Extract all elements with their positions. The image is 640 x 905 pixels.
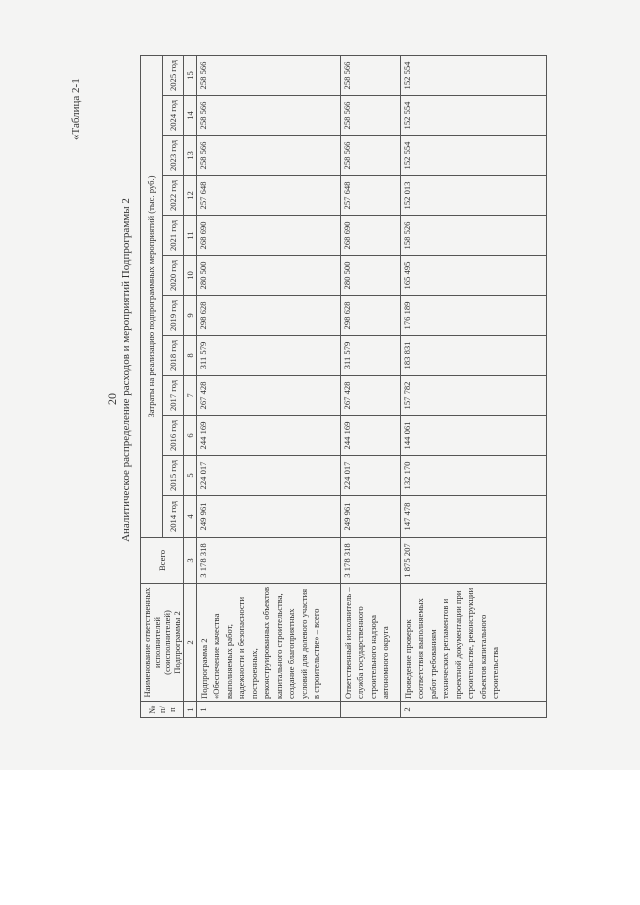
col-number: 14: [184, 96, 197, 136]
row-name: Подпрограмма 2 «Обеспечение качества выполняемых работ, надежности и безопасности построенных, реконструированных объектов капитального строительства, создание благоприятных условий для долевого участия в строительстве» – всего: [197, 584, 341, 702]
header-no: № п/п: [141, 702, 184, 718]
row-value: 258 566: [341, 136, 401, 176]
row-value: 244 169: [197, 416, 341, 456]
row-value: 152 554: [401, 96, 547, 136]
year-header: 2018 год: [162, 336, 184, 376]
row-value: 267 428: [197, 376, 341, 416]
table-label: «Таблица 2-1: [70, 78, 82, 140]
row-value: 298 628: [197, 296, 341, 336]
year-header: 2020 год: [162, 256, 184, 296]
row-value: 280 500: [197, 256, 341, 296]
col-number: 7: [184, 376, 197, 416]
row-value: 280 500: [341, 256, 401, 296]
row-value: 249 961: [197, 496, 341, 538]
header-costs: Затраты на реализацию подпрограммных мероприятий (тыс. руб.): [141, 56, 163, 538]
col-number: 6: [184, 416, 197, 456]
col-number: 4: [184, 496, 197, 538]
table-row: [341, 56, 401, 718]
row-value: 152 554: [401, 56, 547, 96]
column-number-row: [184, 56, 197, 718]
row-value: 258 566: [197, 96, 341, 136]
row-value: 224 017: [341, 456, 401, 496]
row-value: 257 648: [341, 176, 401, 216]
col-number: 5: [184, 456, 197, 496]
row-name: Проведение проверок соответствия выполняемых работ требованиям технических регламентов и проектной документации при строительстве, реконструкции объектов капитального строительства: [401, 584, 547, 702]
row-value: 152 013: [401, 176, 547, 216]
row-value: 157 782: [401, 376, 547, 416]
header-total: Всего: [141, 538, 184, 584]
col-number: 12: [184, 176, 197, 216]
row-value: 258 566: [197, 56, 341, 96]
row-value: 176 189: [401, 296, 547, 336]
row-number: [341, 702, 401, 718]
row-value: 258 566: [341, 96, 401, 136]
col-number: 2: [184, 584, 197, 702]
row-value: 311 579: [197, 336, 341, 376]
row-value: 147 478: [401, 496, 547, 538]
col-number: 3: [184, 538, 197, 584]
year-header: 2024 год: [162, 96, 184, 136]
header-name: Наименование ответственных исполнителей (соисполнителей) Подпрограммы 2: [141, 584, 184, 702]
col-number: 11: [184, 216, 197, 256]
row-total: 3 178 318: [341, 538, 401, 584]
row-value: 158 526: [401, 216, 547, 256]
page-number: 20: [105, 393, 119, 405]
row-number: 2: [401, 702, 547, 718]
row-number: 1: [197, 702, 341, 718]
col-number: 8: [184, 336, 197, 376]
year-header: 2025 год: [162, 56, 184, 96]
blank-page-area: [0, 770, 640, 905]
row-total: 3 178 318: [197, 538, 341, 584]
col-number: 9: [184, 296, 197, 336]
row-value: 249 961: [341, 496, 401, 538]
row-value: 183 831: [401, 336, 547, 376]
row-value: 244 169: [341, 416, 401, 456]
row-value: 132 170: [401, 456, 547, 496]
col-number: 13: [184, 136, 197, 176]
row-value: 268 690: [341, 216, 401, 256]
row-value: 257 648: [197, 176, 341, 216]
row-value: 258 566: [197, 136, 341, 176]
col-number: 15: [184, 56, 197, 96]
table-row: [197, 56, 341, 718]
row-value: 268 690: [197, 216, 341, 256]
row-value: 224 017: [197, 456, 341, 496]
col-number: 10: [184, 256, 197, 296]
row-value: 152 554: [401, 136, 547, 176]
year-header: 2021 год: [162, 216, 184, 256]
row-value: 267 428: [341, 376, 401, 416]
year-header: 2017 год: [162, 376, 184, 416]
page-title: Аналитическое распределение расходов и мероприятий Подпрограммы 2: [120, 198, 132, 542]
year-header: 2016 год: [162, 416, 184, 456]
expenses-table: [140, 55, 547, 718]
year-header: 2023 год: [162, 136, 184, 176]
year-header: 2022 год: [162, 176, 184, 216]
row-value: 311 579: [341, 336, 401, 376]
year-header: 2014 год: [162, 496, 184, 538]
row-value: 144 061: [401, 416, 547, 456]
header-row-1: [141, 56, 163, 718]
row-value: 165 495: [401, 256, 547, 296]
row-total: 1 875 207: [401, 538, 547, 584]
year-header: 2015 год: [162, 456, 184, 496]
year-header: 2019 год: [162, 296, 184, 336]
row-name: Ответственный исполнитель – служба государственного строительного надзора автономного округа: [341, 584, 401, 702]
col-number: 1: [184, 702, 197, 718]
row-value: 258 566: [341, 56, 401, 96]
row-value: 298 628: [341, 296, 401, 336]
table-row: [401, 56, 547, 718]
